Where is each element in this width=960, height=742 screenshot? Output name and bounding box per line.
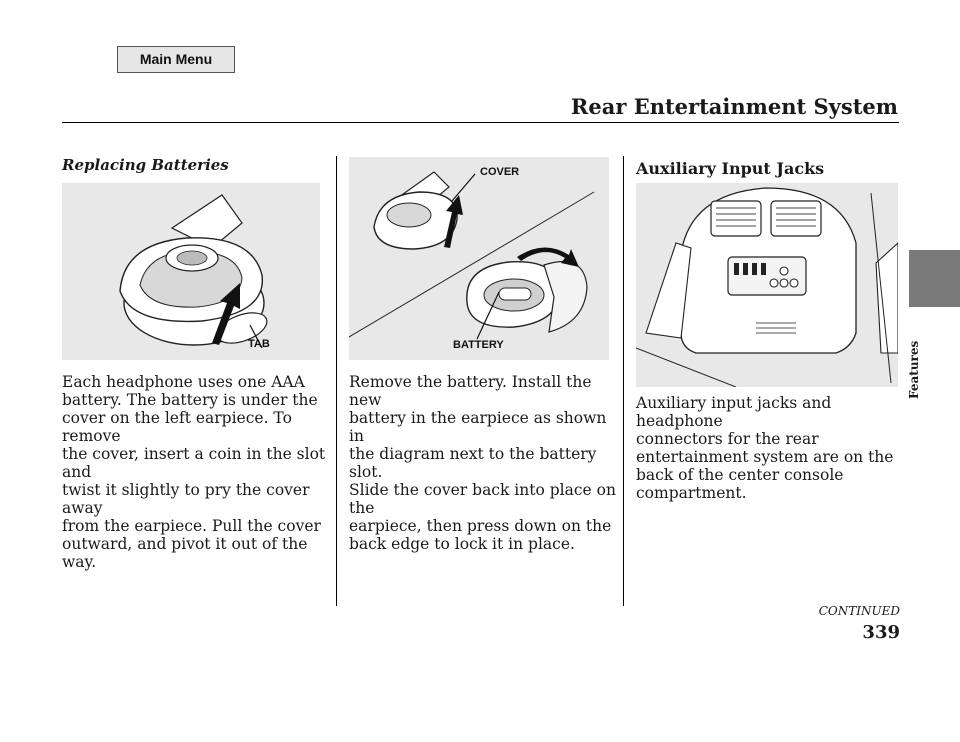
heading-auxiliary-input-jacks: Auxiliary Input Jacks bbox=[636, 159, 825, 178]
page-number: 339 bbox=[862, 622, 900, 643]
body-remove-battery: Remove the battery. Install the new battery in the earpiece as shown in the diagram next to the battery slot. Slide the cover back into place on the earpiece, then press down on the back edge to lock it in place. bbox=[349, 373, 616, 553]
page-title: Rear Entertainment System bbox=[570, 94, 898, 119]
body-replacing-batteries: Each headphone uses one AAA battery. The battery is under the cover on the left earpiece. To remove the cover, insert a coin in the slot and twist it slightly to pry the cover away from the earpiece. Pull the cover outward, and pivot it out of the way. bbox=[62, 373, 326, 571]
callout-battery: BATTERY bbox=[453, 339, 504, 351]
continued-label: CONTINUED bbox=[818, 604, 900, 618]
section-tab-label: Features bbox=[907, 340, 921, 399]
main-menu-button[interactable]: Main Menu bbox=[117, 46, 235, 73]
column-divider-2 bbox=[623, 156, 624, 606]
title-divider bbox=[62, 122, 899, 123]
heading-replacing-batteries: Replacing Batteries bbox=[62, 156, 229, 174]
callout-cover: COVER bbox=[480, 166, 520, 178]
body-auxiliary-input: Auxiliary input jacks and headphone connectors for the rear entertainment system are on the back of the center console compartment. bbox=[636, 394, 894, 502]
figure-cover-and-battery bbox=[349, 157, 609, 360]
section-tab-marker bbox=[909, 250, 960, 307]
figure-headphone-earpiece bbox=[62, 183, 320, 360]
callout-tab: TAB bbox=[248, 338, 270, 350]
column-divider-1 bbox=[336, 156, 337, 606]
figure-console-jacks bbox=[636, 183, 898, 387]
